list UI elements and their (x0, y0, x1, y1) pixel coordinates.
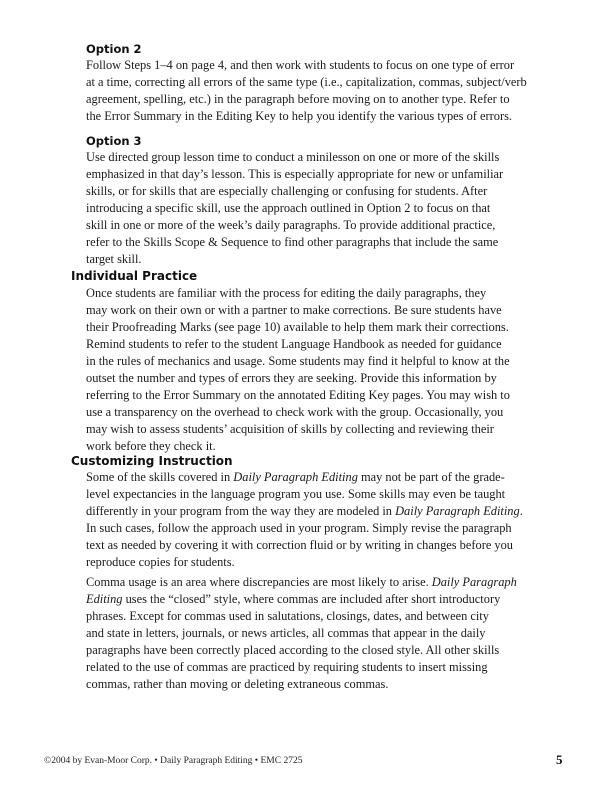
text-line: use a transparency on the overhead to check work with the group. Occasionally, you (86, 405, 504, 419)
option-2-heading: Option 2 (86, 42, 142, 56)
option-2-paragraph (86, 57, 566, 125)
book-title: Daily Paragraph Editing (233, 470, 358, 484)
text-line: work before they check it. (86, 439, 216, 453)
text-line: refer to the Skills Scope & Sequence to find other paragraphs that include the same (86, 235, 499, 249)
option-3-heading: Option 3 (86, 134, 142, 148)
text-line: Remind students to refer to the student Language Handbook as needed for guidance (86, 337, 502, 351)
text-line: level expectancies in the language program you use. Some skills may even be taught (86, 487, 506, 501)
text-line: the Error Summary in the Editing Key to help you identify the various types of errors. (86, 109, 513, 123)
text-line (86, 503, 566, 520)
text-line: referring to the Error Summary on the annotated Editing Key pages. You may wish to (86, 388, 510, 402)
text-line: agreement, spelling, etc.) in the paragraph before moving on to another type. Refer to (86, 92, 510, 106)
text-line: Follow Steps 1–4 on page 4, and then work with students to focus on one type of error (86, 58, 515, 72)
text-run: Comma usage is an area where discrepancies are most likely to arise. (86, 575, 432, 589)
text-line: and state in letters, journals, or news articles, all commas that appear in the daily (86, 626, 486, 640)
text-run: uses the “closed” style, where commas are included after short introductory (122, 592, 501, 606)
text-line: Use directed group lesson time to conduct a minilesson on one or more of the skills (86, 150, 500, 164)
text-line: phrases. Except for commas used in salutations, closings, dates, and between city (86, 609, 489, 623)
text-line: reproduce copies for students. (86, 555, 235, 569)
text-line: text as needed by covering it with correction fluid or by writing in changes before you (86, 538, 514, 552)
option-3-paragraph (86, 149, 566, 268)
text-line: Once students are familiar with the process for editing the daily paragraphs, they (86, 286, 487, 300)
customizing-paragraph-2 (86, 574, 566, 693)
text-line: skill in one or more of the week’s daily paragraphs. To provide additional practice, (86, 218, 496, 232)
text-line: In such cases, follow the approach used in your program. Simply revise the paragraph (86, 521, 512, 535)
page-footer: ©2004 by Evan-Moor Corp. • Daily Paragraph Editing • EMC 2725 (44, 756, 303, 766)
individual-practice-heading: Individual Practice (71, 269, 198, 283)
text-line: skills, or for skills that are especially challenging or confusing for students. After (86, 184, 488, 198)
text-line: target skill. (86, 252, 142, 266)
text-line (86, 469, 566, 486)
text-line: outset the number and types of errors they are seeking. Provide this information by (86, 371, 497, 385)
customizing-paragraph-1 (86, 469, 566, 571)
text-line: commas, rather than moving or deleting extraneous commas. (86, 677, 389, 691)
text-run: differently in your program from the way they are modeled in (86, 504, 396, 518)
text-line: emphasized in that day’s lesson. This is especially appropriate for new or unfamiliar (86, 167, 504, 181)
text-line: in the rules of mechanics and usage. Some students may find it helpful to know at the (86, 354, 510, 368)
text-line: at a time, correcting all errors of the same type (i.e., capitalization, commas, subject/verb (86, 75, 527, 89)
individual-practice-paragraph (86, 285, 566, 455)
text-line: their Proofreading Marks (see page 10) available to help them mark their corrections. (86, 320, 509, 334)
text-run: may not be part of the grade- (357, 470, 505, 484)
book-title: Daily Paragraph Editing (395, 504, 520, 518)
text-line: related to the use of commas are practiced by requiring students to insert missing (86, 660, 488, 674)
text-line: may work on their own or with a partner to make corrections. Be sure students have (86, 303, 502, 317)
text-line (86, 591, 566, 608)
text-line: introducing a specific skill, use the approach outlined in Option 2 to focus on that (86, 201, 491, 215)
text-run: Some of the skills covered in (86, 470, 234, 484)
text-line: paragraphs have been correctly placed according to the closed style. All other skills (86, 643, 500, 657)
book-title: Editing (86, 592, 123, 606)
page-number: 5 (556, 752, 563, 767)
text-run: . (519, 504, 523, 518)
text-line (86, 574, 566, 591)
text-line: may wish to assess students’ acquisition of skills by collecting and reviewing their (86, 422, 494, 436)
book-title: Daily Paragraph (431, 575, 517, 589)
customizing-instruction-heading: Customizing Instruction (71, 454, 233, 468)
